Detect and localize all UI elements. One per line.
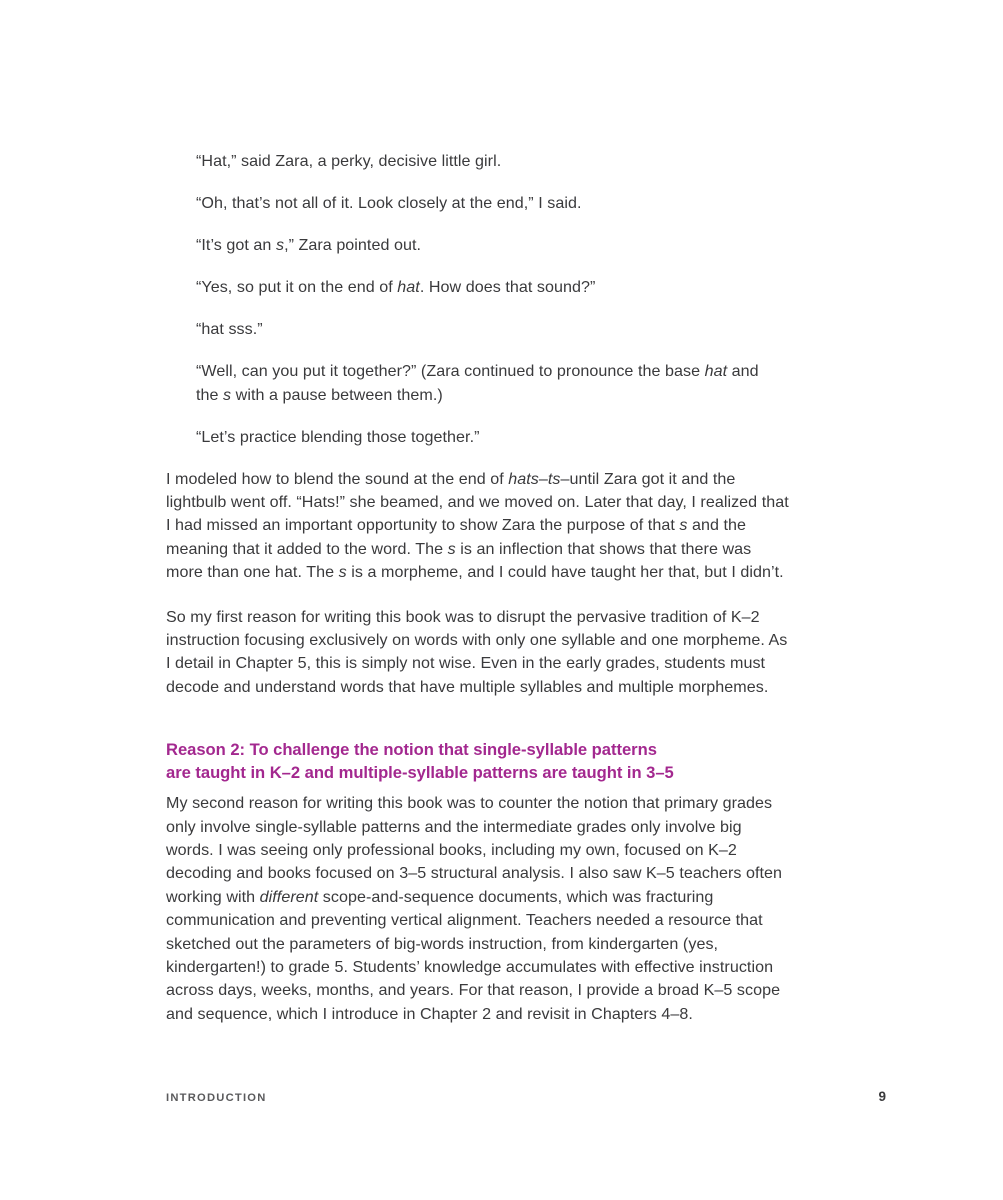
dialogue-line-5	[196, 318, 784, 342]
paragraph-3	[166, 792, 792, 1026]
running-head: INTRODUCTION	[166, 1092, 267, 1104]
dialogue-block	[196, 150, 784, 449]
paragraph-2: So my first reason for writing this book was to disrupt the pervasive tradition of K–2 instruction focusing exclusively on words with only one syllable and one morpheme. As I detail in Chapter 5, this is simply not wise. Even in the early grades, students must decode and understand words that have multiple syllables and multiple morphemes.	[166, 607, 788, 696]
paragraph-1-text-e: is an inflection that shows that there was more than one hat. The	[166, 539, 752, 582]
dialogue-line-3-text-b: ,” Zara pointed out.	[284, 236, 422, 254]
paragraph-1-text-d: and the meaning that it added to the word. The	[166, 516, 747, 558]
dialogue-line-1-text: “Hat,” said Zara, a perky, decisive little girl.	[196, 152, 502, 170]
paragraph-1-text-f: is a morpheme, and I could have taught her that, but I didn’t.	[346, 563, 784, 582]
paragraph-3-italic: different	[259, 887, 319, 906]
paragraph-1-italic-3: s	[679, 516, 688, 535]
paragraph-1-italic-4: s	[447, 539, 456, 558]
dialogue-line-1	[196, 150, 784, 174]
dialogue-line-2	[196, 192, 784, 216]
paragraph-3-text-b: scope-and-sequence documents, which was fracturing communication and preventing vertical alignment. Teachers needed a resource that sketched out the parameters of big-words instruction, from kindergarten (yes, kindergarten!) to grade 5. Students’ knowledge accumulates with effective instruction across days, weeks, months, and years. For that reason, I provide a broad K–5 scope and sequence, which I introduce in Chapter 2 and revisit in Chapters 4–8.	[166, 887, 781, 1023]
paragraph-1-text-c: –until Zara got it and the lightbulb went off. “Hats!” she beamed, and we moved on. Later that day, I realized that I had missed an important opportunity to show Zara the purpose of that	[166, 469, 789, 535]
dialogue-line-3-italic: s	[275, 236, 285, 254]
dialogue-line-2-text: “Oh, that’s not all of it. Look closely at the end,” I said.	[196, 194, 582, 212]
dialogue-line-4	[196, 276, 784, 300]
dialogue-line-7	[196, 426, 784, 450]
section-heading-line-1: Reason 2: To challenge the notion that single-syllable patterns	[166, 740, 657, 760]
page-footer	[166, 1089, 886, 1109]
paragraph-1-italic-5: s	[338, 563, 347, 582]
dialogue-line-6-italic-1: hat	[704, 362, 728, 380]
dialogue-line-4-text-b: . How does that sound?”	[419, 278, 596, 296]
dialogue-line-3	[196, 234, 784, 258]
page-content	[166, 150, 792, 1047]
dialogue-line-6-text-a: “Well, can you put it together?” (Zara continued to pronounce the base	[196, 362, 705, 380]
dialogue-line-5-text: “hat sss.”	[196, 320, 263, 338]
dialogue-line-4-text-a: “Yes, so put it on the end of	[196, 278, 398, 296]
paragraph-1-text-a: I modeled how to blend the sound at the end of	[166, 469, 509, 488]
paragraph-1	[166, 468, 792, 585]
section-heading-line-2: are taught in K–2 and multiple-syllable patterns are taught in 3–5	[166, 762, 674, 782]
paragraph-1-italic-2: ts	[547, 469, 561, 488]
paragraph-3-text-a: My second reason for writing this book was to counter the notion that primary grades only involve single-syllable patterns and the intermediate grades only involve big words. I was seeing only professional books, including my own, focused on K–2 decoding and books focused on 3–5 structural analysis. I also saw K–5 teachers often working with	[166, 794, 782, 906]
paragraph-1-italic-1: hats	[508, 469, 539, 488]
paragraph-1-dash-1: –	[538, 469, 548, 488]
dialogue-line-4-italic: hat	[397, 278, 420, 296]
dialogue-line-6-text-b: and the	[196, 362, 759, 404]
paragraph-group	[166, 468, 792, 700]
section-heading	[166, 720, 776, 784]
page-number: 9	[878, 1089, 886, 1104]
dialogue-line-7-text: “Let’s practice blending those together.”	[196, 427, 480, 446]
dialogue-line-6	[196, 360, 784, 407]
dialogue-line-6-text-c: with a pause between them.)	[231, 385, 443, 404]
dialogue-line-3-text-a: “It’s got an	[196, 236, 276, 254]
dialogue-line-6-italic-2: s	[223, 385, 232, 404]
